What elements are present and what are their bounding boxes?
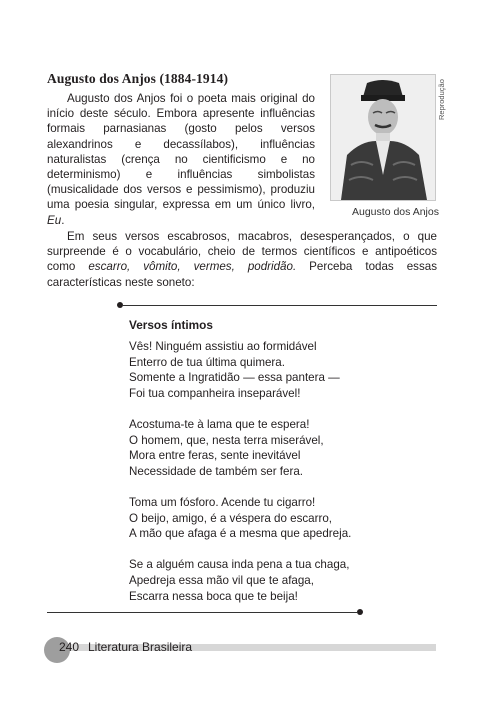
- verse-line: O beijo, amigo, é a véspera do escarro,: [129, 511, 332, 525]
- rule-top: [123, 305, 437, 306]
- section-heading: Augusto dos Anjos (1884-1914): [47, 71, 229, 86]
- intro-text-end: Perceba todas essas características neste soneto:: [47, 260, 437, 289]
- poem-box: [117, 302, 437, 618]
- intro-italic: escarro, vômito, vermes, podridão.: [88, 260, 297, 274]
- book-title: Eu: [47, 213, 62, 227]
- bio-end: .: [61, 213, 65, 227]
- verse-line: Toma um fósforo. Acende tu cigarro!: [129, 495, 316, 509]
- verse-line: Foi tua companheira inseparável!: [129, 386, 301, 400]
- verse-line: Acostuma-te à lama que te espera!: [129, 417, 310, 431]
- stanza-1: [129, 339, 351, 401]
- verse-line: Apedreja essa mão vil que te afaga,: [129, 573, 314, 587]
- intro-text: Em seus versos escabrosos, macabros, desesperançados, o que surpreende é o vocabulário, cheio de termos científicos e antipoéticos como: [47, 230, 437, 274]
- footer-book-title: Literatura Brasileira: [88, 640, 193, 654]
- bio-paragraph: [47, 91, 315, 228]
- verse-line: Somente a Ingratidão — essa pantera —: [129, 371, 340, 385]
- stanza-2: [129, 417, 351, 479]
- verse-line: Escarra nessa boca que te beija!: [129, 589, 298, 603]
- verse-line: Enterro de tua última quimera.: [129, 355, 285, 369]
- poem-title: Versos íntimos: [129, 318, 213, 332]
- portrait-image: [331, 75, 435, 200]
- verse-line: Vês! Ninguém assistiu ao formidável: [129, 340, 317, 353]
- intro-paragraph: [47, 229, 437, 290]
- verse-line: Se a alguém causa inda pena a tua chaga,: [129, 558, 350, 572]
- poem-body: [129, 339, 351, 620]
- bio-text: Augusto dos Anjos foi o poeta mais original do início deste século. Embora apresente influências formais parnasianas (gosto pelos versos alexandrinos e decassílabos), influências naturalistas (crença no cientificismo e no determinismo) e influências simbolistas (musicalidade dos versos e pessimismo), produziu uma poesia singular, expressa em um único livro,: [47, 92, 315, 212]
- photo-credit: Reprodução: [437, 79, 446, 120]
- verse-line: O homem, que, nesta terra miserável,: [129, 433, 324, 447]
- stanza-3: [129, 495, 351, 542]
- stanza-4: [129, 557, 351, 604]
- author-portrait: [330, 74, 436, 201]
- rule-dot-bottom: [357, 609, 363, 615]
- verse-line: Necessidade de também ser fera.: [129, 464, 303, 478]
- verse-line: A mão que afaga é a mesma que apedreja.: [129, 527, 352, 541]
- verse-line: Mora entre feras, sente inevitável: [129, 449, 301, 463]
- page-number: 240: [59, 640, 80, 654]
- photo-caption: Augusto dos Anjos: [352, 206, 439, 218]
- rule-bottom: [47, 612, 357, 613]
